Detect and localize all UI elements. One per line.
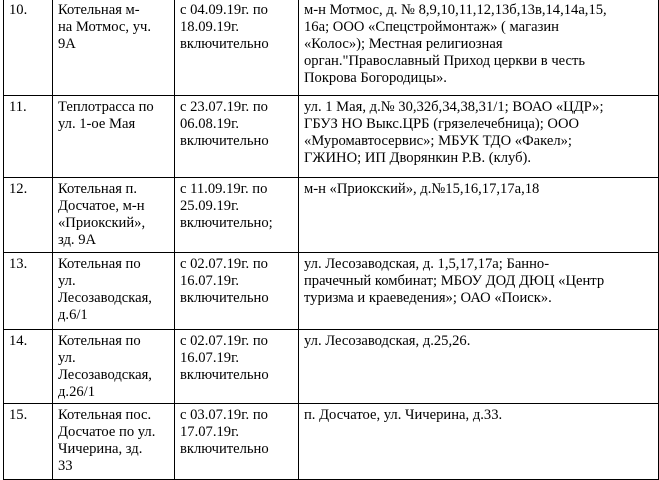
outage-schedule-table bbox=[3, 0, 659, 480]
period-cell: с 23.07.19г. по 06.08.19г. включительно bbox=[175, 96, 299, 178]
object-cell: Котельная пос. Досчатое по ул. Чичерина, зд. 33 bbox=[53, 404, 175, 480]
addresses-cell: ул. Лесозаводская, д.25,26. bbox=[299, 330, 659, 404]
row-number: 12. bbox=[4, 178, 53, 253]
table-row bbox=[4, 178, 659, 253]
addresses-cell: п. Досчатое, ул. Чичерина, д.33. bbox=[299, 404, 659, 480]
table-row bbox=[4, 96, 659, 178]
row-number: 13. bbox=[4, 253, 53, 330]
addresses-cell: м-н «Приокский», д.№15,16,17,17а,18 bbox=[299, 178, 659, 253]
period-cell: с 02.07.19г. по 16.07.19г. включительно bbox=[175, 330, 299, 404]
row-number: 15. bbox=[4, 404, 53, 480]
addresses-cell: ул. 1 Мая, д.№ 30,32б,34,38,31/1; ВОАО «ЦДР»; ГБУЗ НО Выкс.ЦРБ (грязелечебница); ООО «Муромавтосервис»; МБУК ТДО «Факел»; ГЖИНО; ИП Дворянкин Р.В. (клуб). bbox=[299, 96, 659, 178]
row-number: 10. bbox=[4, 0, 53, 96]
row-number: 11. bbox=[4, 96, 53, 178]
period-cell: с 11.09.19г. по 25.09.19г. включительно; bbox=[175, 178, 299, 253]
period-cell: с 03.07.19г. по 17.07.19г. включительно bbox=[175, 404, 299, 480]
table-row bbox=[4, 404, 659, 480]
table-row bbox=[4, 330, 659, 404]
addresses-cell: м-н Мотмос, д. № 8,9,10,11,12,13б,13в,14,14а,15, 16а; ООО «Спецстроймонтаж» ( магазин «Колос»); Местная религиозная орган."Православный Приход церкви в честь Покрова Богородицы». bbox=[299, 0, 659, 96]
addresses-cell: ул. Лесозаводская, д. 1,5,17,17а; Банно- прачечный комбинат; МБОУ ДОД ДЮЦ «Центр туризма и краеведения»; ОАО «Поиск». bbox=[299, 253, 659, 330]
period-cell: с 04.09.19г. по 18.09.19г. включительно bbox=[175, 0, 299, 96]
table-row bbox=[4, 0, 659, 96]
object-cell: Котельная м- на Мотмос, уч. 9А bbox=[53, 0, 175, 96]
table-row bbox=[4, 253, 659, 330]
row-number: 14. bbox=[4, 330, 53, 404]
object-cell: Теплотрасса по ул. 1-ое Мая bbox=[53, 96, 175, 178]
period-cell: с 02.07.19г. по 16.07.19г. включительно bbox=[175, 253, 299, 330]
object-cell: Котельная по ул. Лесозаводская, д.6/1 bbox=[53, 253, 175, 330]
object-cell: Котельная п. Досчатое, м-н «Приокский», зд. 9А bbox=[53, 178, 175, 253]
object-cell: Котельная по ул. Лесозаводская, д.26/1 bbox=[53, 330, 175, 404]
